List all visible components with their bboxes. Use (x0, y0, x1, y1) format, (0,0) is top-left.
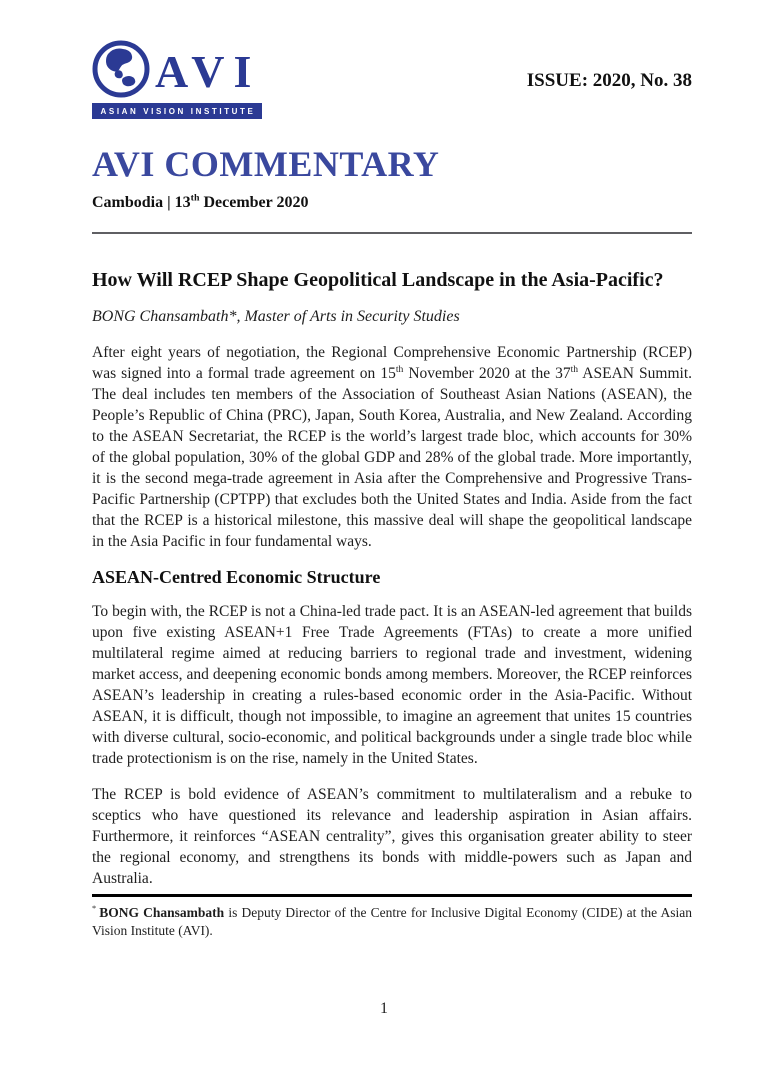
paragraph-1 (92, 342, 692, 552)
globe-icon (92, 40, 150, 103)
dateline-ordinal: th (190, 192, 200, 204)
paragraph-1-text: After eight years of negotiation, the Regional Comprehensive Economic Partnership (RCEP) was signed into a formal trade agreement on 15 (92, 343, 692, 382)
header (92, 42, 692, 119)
avi-logo (92, 42, 262, 119)
footnote (92, 904, 692, 940)
byline: BONG Chansambath*, Master of Arts in Security Studies (92, 307, 460, 325)
section-heading: ASEAN-Centred Economic Structure (92, 566, 381, 587)
paragraph-3: The RCEP is bold evidence of ASEAN’s commitment to multilateralism and a rebuke to sceptics who have questioned its relevance and leadership aspiration in Asian affairs. Furthermore, it reinforces “ASEAN centrality”, gives this organisation greater ability to steer the regional economy, and strengthens its bonds with middle-powers such as Japan and Australia. (92, 785, 692, 887)
footnote-text: is Deputy Director of the Centre for Inclusive Digital Economy (CIDE) at the Asian Vision Institute (AVI). (92, 904, 692, 938)
dateline-text: Cambodia | 13 (92, 193, 191, 211)
header-divider (92, 232, 692, 234)
paragraph-1-ordinal-2: th (570, 363, 579, 375)
article-title: How Will RCEP Shape Geopolitical Landscape in the Asia-Pacific? (92, 268, 664, 291)
footnote-marker: * (92, 904, 97, 914)
issue-number: ISSUE: 2020, No. 38 (526, 70, 692, 91)
logo-subtitle: ASIAN VISION INSTITUTE (92, 103, 262, 119)
dateline-text-rest: December 2020 (199, 193, 309, 211)
paragraph-2: To begin with, the RCEP is not a China-led trade pact. It is an ASEAN-led agreement that builds upon five existing ASEAN+1 Free Trade Agreements (FTAs) to create a more unified multilateral regime aimed at reducing barriers to regional trade and investment, widening market access, and deepening economic bonds among members. Moreover, the RCEP reinforces ASEAN’s leadership in creating a rules-based economic order in the Asia-Pacific. Without ASEAN, it is difficult, though not impossible, to imagine an agreement that unites 15 countries with diverse cultural, socio-economic, and political backgrounds under a single trade bloc while trade protectionism is on the rise, namely in the United States. (92, 602, 692, 767)
logo-top-row (92, 42, 262, 100)
footnote-author: BONG Chansambath (99, 904, 225, 920)
logo-text: AVI (155, 46, 261, 97)
paragraph-1-text-2: November 2020 at the 37 (403, 364, 571, 382)
publication-title: AVI COMMENTARY (92, 144, 440, 184)
paragraph-1-ordinal-1: th (395, 363, 404, 375)
footnote-divider (92, 894, 692, 897)
paragraph-1-text-3: ASEAN Summit. The deal includes ten members of the Association of Southeast Asian Nations (ASEAN), the People’s Republic of China (PRC), Japan, South Korea, Australia, and New Zealand. According to the ASEAN Secretariat, the RCEP is the world’s largest trade bloc, which accounts for 30% of the global population, 30% of the global GDP and 28% of the global trade. More importantly, it is the second mega-trade agreement in Asia after the Comprehensive and Progressive Trans-Pacific Partnership (CPTPP) that excludes both the United States and India. Aside from the fact that the RCEP is a historical milestone, this massive deal will shape the geopolitical landscape in the Asia Pacific in four fundamental ways. (92, 364, 693, 550)
page-number: 1 (380, 1000, 388, 1017)
page-content (0, 42, 768, 940)
dateline (92, 194, 692, 212)
